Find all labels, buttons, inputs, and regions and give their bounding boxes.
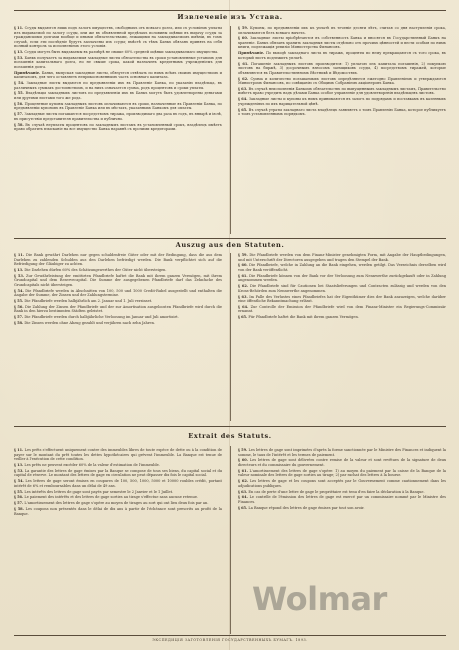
section-text: L'amortissement des lettres de gage s'opère: 1) au moyen du paiement par la caisse de la Banque de la valeur nominale des lettres de gage sorties au tirage; 2) par rachat des lettres à la bourse. [238,468,447,478]
section-number: § 61. [238,468,248,473]
section-text: Die Pfandbriefe können von der Bank vor der Verloosung zum Nennwerthe zurückgekauft oder in Zahlung angenommen werden. [238,273,446,283]
statute-paragraph [14,321,222,326]
section-number: § 65. [238,315,248,320]
section-number: § 60. [238,458,249,463]
statute-paragraph [238,108,446,117]
section-text: Die Zinsen werden ohne Abzug gezahlt und verjähren nach zehn Jahren. [23,321,156,326]
section-text: Zur Controlle der Emission der Pfandbriefe wird von dem Finanz-Minister ein Regierungs-Commissär ernannt. [238,304,446,314]
section-text: Für Pfandbriefe haftet die Bank mit ihrem ganzen Vermögen. [247,315,359,320]
section-text: Владѣльцы закладныхъ листовъ по предъявленіи ихъ въ Банкъ могутъ быть удовлетворены деньгами или другими листами того же рода. [14,91,222,100]
section-text: Ссуды выдаются лишь подъ залогъ имуществъ, свободныхъ отъ всякаго долга, или съ условіемъ уплаты изъ выдаваемой по залогу ссуды, или же въ объявленной предѣлахъ половины оцѣнки въ выдачу ссуды за гражданскими долгами вообще и иными обязательствами, лежащими на закладываемомъ имѣніи, въ томъ случаѣ, если эти послѣдніе будутъ заплачены изъ ссуды; вмѣстѣ съ тѣмъ Банкъ обязанъ принять на себя полный контроль за исполненіемъ этого условія. [14,26,222,48]
section-number: § 63. [238,489,248,494]
statute-paragraph [14,91,222,100]
section-number: § 11. [14,26,24,30]
statute-paragraph [238,448,446,457]
section-text: Les prêts ne peuvent excéder 60% de la valeur d'estimation de l'immeuble. [23,462,160,467]
section-number: § 54. [14,81,25,86]
section-text: Les lettres de gage seront émises en coupures de 100, 500, 1000, 5000 et 10000 roubles crédit, portant intérêt de 6% et remboursables dans un délai de 49 ans. [14,479,222,488]
statute-paragraph [238,490,446,495]
statute-paragraph [14,448,222,462]
statute-paragraph [238,305,446,314]
statute-paragraph [14,50,222,55]
section-text: Die Darlehen dürfen 60% des Schätzungswerthes der Güter nicht übersteigen. [23,267,167,272]
statute-paragraph [14,479,222,488]
french-right-column [238,448,446,512]
statute-paragraph [238,469,446,478]
statute-paragraph [238,479,446,488]
section-text: Die Bank gewährt Darlehen nur gegen schuldenfreie Güter oder mit der Bedingung, dass die aus dem Darlehen zu zahlenden Schulden aus den Darlehen befriedigt werden. Die Bank verpflichtet sich auf die Befriedigung der Gläubiger zu achten. [14,253,222,266]
top-rule [14,10,446,11]
statute-paragraph [14,463,222,468]
section-text: Банкъ, выпуская закладные листы, обязуется отвѣчать по нимъ всѣмъ своимъ имуществомъ и капиталомъ, для чего оставляетъ неприкосновеннымъ часть основнаго капитала. [14,70,222,80]
section-text: La garantie des lettres de gage émises par la Banque se compose de tous ses biens, du capital social et du capital de réserve. Le montant des lettres de gage en circulation ne peut dépasser dix fois le capital social. [14,468,222,478]
section-text: Le paiement des intérêts et des lettres de gage sorties au tirage s'effectue sans aucune retenue. [23,495,199,500]
statute-paragraph [14,495,222,500]
section-text: Die Pfandbriefe werden von dem Finanz-Minister genehmigten Form, mit Angabe der Hauptbedingungen, und mit Unterschrift der Directoren ausgegeben und tragen den Stempel der Bank. [238,253,446,262]
german-left-column [14,253,222,327]
german-section [14,238,446,426]
section-number: § 63. [238,294,248,299]
russian-section-title: Извлеченіе изъ Устава. [177,13,283,21]
section-number: § 61. [238,61,249,66]
section-number: § 11. [14,448,24,452]
statute-paragraph [14,501,222,506]
section-number: § 53. [14,273,25,278]
section-number: § 62. [238,479,249,484]
section-text: Банкъ получаетъ за выдаваемыя закладные листы обязательства въ сроки установленные уставомъ для погашенія капитальнаго долга, но не свыше срока, какой назначенъ кредитнымъ учрежденіемъ для погашенія долга. [14,55,222,69]
section-number: § 59. [238,253,248,257]
section-text: Закладные листы и купоны къ нимъ принимаются въ залогъ по подрядамъ и поставкамъ въ казенныхъ учрежденіяхъ по ихъ нарицательной цѣнѣ. [238,97,447,106]
section-text: Въ случаѣ неуплаты процентовъ по закладнымъ листамъ въ установленный срокъ, владѣлецъ имѣетъ право обратить взысканіе на все имущество Банка наравнѣ съ прочими кредиторами. [14,122,222,132]
section-text: Сумма и количество погашаемыхъ листовъ опредѣляются ежегодно Правленіемъ и утверждаются Министромъ Финансовъ, по совѣщанію съ Общимъ Собраніемъ акціонеровъ Банка. [238,76,447,86]
french-section [14,426,446,636]
russian-right-column [238,26,446,118]
german-section-title: Auszug aus den Statuten. [175,241,285,249]
column-divider [230,26,231,234]
wolmar-watermark: Wolmar [252,580,387,618]
section-text: Les intérêts des lettres de gage sont payés par semestre le 2 Janvier et le 1 Juillet. [23,489,174,494]
section-number: § 58. [14,321,24,326]
section-number: § 65. [238,505,248,510]
column-divider [230,253,231,421]
section-number: § 13. [14,49,24,54]
statute-paragraph [14,469,222,478]
section-text: Zur Gewährleistung der emittirten Pfandbriefe haftet die Bank mit ihrem ganzen Vermögen, mit ihrem Grundcapital und dem Reservecapital. Die Summe der ausgegebenen Pfandbriefe darf das Zehnfache des Grundcapitals nicht übersteigen. [14,273,222,287]
statute-paragraph [238,36,446,50]
section-number: § 53. [14,468,24,473]
section-text: Les lettres de gage sont délivrées contre remise de la valeur et sont revêtues de la signature de deux directeurs et du commissaire du gouvernement. [238,458,446,467]
statute-paragraph [238,506,446,511]
section-number: Примѣчаніе. [14,70,41,75]
statute-paragraph [238,495,446,504]
german-right-column [238,253,446,321]
section-text: По выходѣ закладнаго листа въ тиражъ, проценты по нему прекращаются съ того срока, въ который листъ подлежитъ уплатѣ. [238,51,446,60]
statute-paragraph [238,26,446,35]
statute-paragraph [14,289,222,298]
statute-paragraph [14,507,222,516]
column-divider [230,446,231,634]
statute-paragraph [14,102,222,111]
statute-paragraph [238,253,446,262]
section-text: Въ случаѣ неисполненія Банкомъ обязательствъ по выпущеннымъ закладнымъ листамъ, Правительство имѣетъ право учредить надъ дѣлами Банка особое управленіе для удовлетворенія владѣльцевъ листовъ. [238,86,446,96]
section-number: § 56. [14,495,24,500]
section-text: Въ случаѣ утраты закладнаго листа владѣлецъ заявляетъ о томъ Правленію Банка, которое публикуетъ о томъ установленнымъ порядкомъ. [238,107,447,117]
section-number: § 58. [14,507,24,512]
section-number: § 64. [238,97,248,102]
section-text: Закладные листы погашаются посредствомъ тиража, производимаго два раза въ годъ, въ январѣ и іюлѣ, въ присутствіи представителя правительства и публично. [14,112,222,121]
statute-paragraph [14,71,222,80]
statute-paragraph [238,274,446,283]
section-text: Die Zahlung der Zinsen der Pfandbriefe und der zur Amortisation ausgeloosten Pfandbriefe wird durch die Bank in den hierzu bestimmten Städten geleistet. [14,304,222,314]
section-text: Die Pfandbriefe werden halbjährlich am 2. Januar und 1. Juli verzinset. [23,299,153,304]
section-rule [14,238,446,239]
statute-paragraph [14,123,222,132]
statute-paragraph [238,295,446,304]
section-text: Les lettres de gage sont imprimées d'après la forme sanctionnée par le Ministre des Finances et indiquent la somme, le taux de l'intérêt et les termes de paiement. [238,448,446,457]
french-left-column [14,448,222,518]
section-number: § 57. [14,112,24,117]
statute-paragraph [14,299,222,304]
section-number: § 64. [238,304,249,309]
section-text: Im Falle des Verlustes eines Pfandbriefes hat der Eigenthümer dies der Bank anzuzeigen, welche darüber eine öffentliche Bekanntmachung erlässt. [238,294,447,304]
section-number: § 59. [238,26,249,30]
section-number: § 60. [238,36,249,41]
statute-paragraph [238,87,446,96]
section-number: § 53. [14,55,24,60]
section-text: Les lettres de gage et les coupons sont acceptés par le Gouvernement comme cautionnement dans les adjudications publiques. [238,479,446,488]
section-number: § 64. [238,495,248,500]
statute-paragraph [14,112,222,121]
section-number: § 54. [14,479,24,484]
section-number: § 55. [14,91,24,96]
section-text: En cas de perte d'une lettre de gage le propriétaire est tenu d'en faire la déclaration à la Banque. [247,489,425,494]
section-number: § 65. [238,107,248,112]
section-rule [14,426,446,427]
section-number: § 54. [14,288,24,293]
bottom-rule [14,635,446,636]
section-number: § 59. [238,448,248,452]
section-text: Le contrôle de l'émission des lettres de gage est exercé par un commissaire nommé par le Ministre des Finances. [238,495,446,504]
section-text: Die Pfandbriefe werden in Abschnitten von 100, 500 und 1000 Credit-Rubel ausgestellt und enthalten die Angabe der Summe, der Zinsen und der Zahlungstermine. [14,288,222,298]
statute-paragraph [14,305,222,314]
section-number: § 57. [14,501,24,506]
statute-paragraph [14,268,222,273]
section-text: Les coupons non présentés dans le délai de dix ans à partir de l'échéance sont prescrits au profit de la Banque. [14,507,222,516]
printer-footer: ЭКСПЕДИЦІЯ ЗАГОТОВЛЕНІЯ ГОСУДАРСТВЕННЫХЪ БУМАГЪ. 1893. [152,638,308,642]
section-text: Ссуды могутъ быть выдаваемы въ размѣрѣ не свыше 60% средней оцѣнки закладываемаго имущества. [23,49,219,54]
statute-paragraph [14,26,222,49]
section-number: § 62. [238,284,249,289]
section-text: Закладные листы пріобрѣтаются въ собственность Банка и вносятся въ Государственный Банкъ на храненіе. Банкъ обязанъ хранить закладныя листы отдѣльно отъ прочихъ цѣнностей и вести особыя по нимъ книги, подлежащія ревизіи Министерства Финансовъ. [238,36,446,50]
section-text: Процентные купоны закладныхъ листовъ оплачиваются въ сроки, назначенные въ Правленіи Банка, по предъявленіи купоновъ въ Правленіе Банка или въ мѣстахъ, указанныхъ Банкомъ для оплаты. [14,101,222,111]
statute-paragraph [14,274,222,288]
document-body [14,6,446,642]
section-text: Die Pfandbriefe sind für Cautionen bei Staatslieferungen und Contracten zulässig und werden von den Krons-Behörden zum Nennwerthe angenommen. [238,284,446,293]
section-number: § 63. [238,86,248,91]
statute-paragraph [238,51,446,60]
section-text: Die Pfandbriefe werden durch halbjährliche Verloosung im Januar und Juli amortisirt. [23,315,179,320]
french-section-title: Extrait des Statuts. [188,432,272,440]
section-number: Примѣчаніе. [238,51,265,56]
statute-paragraph [14,253,222,267]
section-text: Погашеніе закладныхъ листовъ производится: 1) уплатою изъ капитала погашенія, 2) покупкою листовъ на биржѣ, 3) досрочнымъ взносомъ заемщиковъ ссуды, 4) посредствомъ тиражей, которые объявляются въ Правительственномъ Вѣстникѣ и Вѣдомостяхъ. [238,61,446,75]
statute-paragraph [238,97,446,106]
section-number: § 62. [238,76,249,81]
section-number: § 55. [14,299,24,304]
russian-left-column [14,26,222,133]
section-number: § 58. [14,122,24,127]
section-number: § 13. [14,267,24,272]
section-text: Закладные листы выдаются по предъявленіи ихъ въ Правленіе Банка, по указанію владѣльца, въ различныхъ суммахъ достоинствомъ, и на нихъ означается сумма, родъ процентовъ и сроки уплаты. [14,81,223,90]
section-number: § 57. [14,315,24,320]
statute-paragraph [14,490,222,495]
section-number: § 55. [14,489,24,494]
statute-paragraph [14,315,222,320]
section-text: Die Pfandbriefe, welche in Zahlung an die Bank eingehen, werden getilgt. Das Verzeichnis derselben wird von der Bank veröffentlicht. [238,263,446,272]
section-number: § 60. [238,263,248,268]
statute-paragraph [238,458,446,467]
statute-paragraph [238,284,446,293]
section-text: Les prêts s'effectuent uniquement contre des immeubles libres de toute espèce de dette ou à la condition de payer sur le montant du prêt toutes les dettes hypothécaires qui grèvent l'immeuble. La Banque est tenue de veiller à l'exécution de cette condition. [14,448,222,461]
statute-paragraph [14,81,222,90]
section-text: Купоны, по предъявленіи ихъ къ уплатѣ въ теченіе десяти лѣтъ, считая со дня наступленія срока, оплачиваются безъ всякаго вычета. [238,26,447,35]
section-number: § 61. [238,273,248,278]
statute-paragraph [14,56,222,70]
russian-section [14,6,446,238]
statute-paragraph [238,77,446,86]
section-number: § 56. [14,101,24,106]
section-text: La Banque répond des lettres de gage émises par tout son avoir. [247,505,365,510]
section-number: § 13. [14,462,24,467]
statute-paragraph [238,62,446,76]
statute-paragraph [238,263,446,272]
section-number: § 11. [14,253,25,257]
section-number: § 56. [14,304,24,309]
section-text: L'amortissement des lettres de gage s'opère au moyen de tirages au sort qui ont lieu deux fois par an. [23,501,209,506]
statute-paragraph [238,315,446,320]
